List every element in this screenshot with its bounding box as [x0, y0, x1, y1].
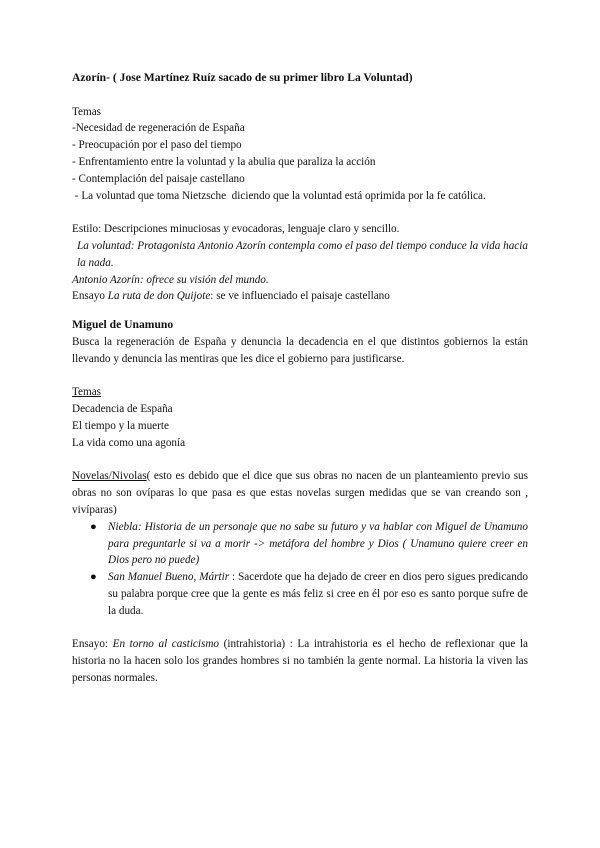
azorin-ensayo-prefix: Ensayo: [72, 290, 108, 303]
azorin-heading: Azorín- ( Jose Martínez Ruíz sacado de su primer libro La Voluntad): [72, 71, 413, 84]
bullet-icon: ●: [90, 571, 97, 584]
obra-san-manuel-title: San Manuel Bueno, Mártir: [108, 571, 233, 584]
azorin-voluntad-line: La voluntad: Protagonista Antonio Azorín contempla como el paso del tiempo conduce la vida hacia la nada.: [77, 239, 528, 269]
unamuno-ensayo-title: En torno al casticismo: [112, 638, 220, 651]
azorin-tema-3: - Enfrentamiento entre la voluntad y la abulia que paraliza la acción: [72, 155, 376, 168]
unamuno-ensayo-paragraph: [72, 636, 528, 686]
unamuno-temas-label: Temas: [72, 386, 102, 399]
azorin-tema-4: - Contemplación del paisaje castellano: [72, 172, 245, 185]
unamuno-intro: Busca la regeneración de España y denuncia la decadencia en el que distintos gobiernos la están llevando y denuncia las mentiras que les dice el gobierno para justificarse.: [72, 335, 528, 365]
azorin-temas-label: Temas: [72, 105, 102, 118]
azorin-tema-1: -Necesidad de regeneración de España: [72, 122, 245, 135]
azorin-tema-2: - Preocupación por el paso del tiempo: [72, 139, 242, 152]
unamuno-tema-2: El tiempo y la muerte: [72, 419, 169, 432]
unamuno-novelas-text: ( esto es debido que el dice que sus obras no nacen de un planteamiento previo sus obras no son ovíparas lo que pasa es que estas novelas surgen medidas que se van creando son , vivíparas): [72, 470, 528, 516]
azorin-ensayo-line: [72, 288, 528, 305]
azorin-estilo: Estilo: Descripciones minuciosas y evocadoras, lenguaje claro y sencillo.: [72, 223, 400, 236]
list-item: [72, 569, 528, 619]
azorin-ensayo-suffix: : se ve influenciado el paisaje castellano: [210, 290, 390, 303]
list-item: [72, 519, 528, 569]
document-body: [72, 70, 528, 687]
unamuno-obras-list: [72, 519, 528, 620]
unamuno-ensayo-text: (intrahistoria) : La intrahistoria es el hecho de reflexionar que la historia no la hacen solo los grandes hombres si no también la gente normal. La historia la viven las personas normales.: [72, 638, 528, 684]
azorin-ensayo-title: La ruta de don Quijote: [107, 290, 211, 303]
bullet-icon: ●: [90, 520, 97, 533]
obra-san-manuel-text: : Sacerdote que ha dejado de creer en dios pero sigues predicando su palabra porque cree que la gente es más feliz si cree en él por eso es santo porque sufre de la duda.: [108, 571, 528, 617]
unamuno-tema-1: Decadencia de España: [72, 403, 173, 416]
unamuno-heading: Miguel de Unamuno: [72, 318, 174, 332]
obra-niebla-text: Niebla: Historia de un personaje que no sabe su futuro y va hablar con Miguel de Unamuno para preguntarle si va a morir -> metáfora del hombre y Dios ( Unamuno quiere creer en Dios pero no puede): [108, 520, 528, 567]
unamuno-ensayo-prefix: Ensayo:: [72, 638, 113, 651]
unamuno-novelas-paragraph: [72, 468, 528, 518]
unamuno-tema-3: La vida como una agonía: [72, 436, 186, 449]
unamuno-novelas-label: Novelas/Nivolas: [72, 470, 147, 483]
azorin-tema-5: - La voluntad que toma Nietzsche diciendo que la voluntad está oprimida por la fe católica.: [72, 189, 486, 202]
azorin-antonio-line: Antonio Azorín: ofrece su visión del mundo.: [72, 273, 269, 286]
